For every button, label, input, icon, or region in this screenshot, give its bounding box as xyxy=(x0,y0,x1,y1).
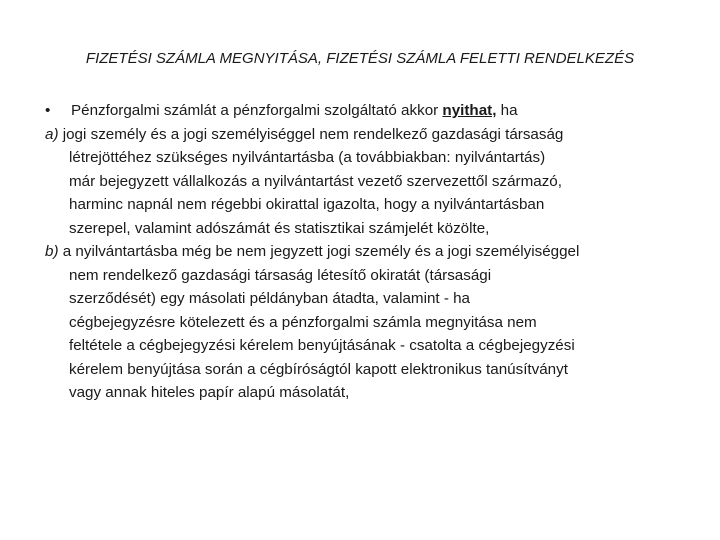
item-b-line: kérelem benyújtása során a cégbíróságtól kapott elektronikus tanúsítványt xyxy=(69,360,568,378)
intro-emphasis: nyithat, xyxy=(442,102,497,119)
page-title: FIZETÉSI SZÁMLA MEGNYITÁSA, FIZETÉSI SZÁMLA FELETTI RENDELKEZÉS xyxy=(85,50,635,67)
item-a xyxy=(45,123,695,241)
item-a-line: már bejegyzett vállalkozás a nyilvántartást vezető szervezettől származó, xyxy=(69,172,562,190)
item-b xyxy=(45,240,695,405)
intro-text-before: Pénzforgalmi számlát a pénzforgalmi szolgáltató akkor xyxy=(71,102,443,119)
item-b-line: feltétele a cégbejegyzési kérelem benyújtásának - csatolta a cégbejegyzési xyxy=(69,337,575,354)
item-b-marker: b) xyxy=(45,243,59,260)
item-b-line: nem rendelkező gazdasági társaság létesítő okiratát (társasági xyxy=(69,266,492,284)
document-body xyxy=(45,99,695,405)
item-a-line: szerepel, valamint adószámát és statisztikai számjelét közölte, xyxy=(69,219,490,237)
item-a-line: létrejöttéhez szükséges nyilvántartásba (a továbbiakban: nyilvántartás) xyxy=(69,149,546,166)
item-b-text: a nyilvántartásba még be nem jegyzett jogi személy és a jogi személyiséggel xyxy=(58,243,580,260)
item-a-text: jogi személy és a jogi személyiséggel nem rendelkező gazdasági társaság xyxy=(58,125,564,143)
intro-text-after: ha xyxy=(496,102,518,119)
item-b-line: vagy annak hiteles papír alapú másolatát, xyxy=(69,384,350,401)
item-b-line xyxy=(45,240,695,264)
item-a-marker: a) xyxy=(45,125,59,143)
intro-paragraph xyxy=(45,99,695,123)
item-b-line: szerződését) egy másolati példányban átadta, valamint - ha xyxy=(69,290,471,307)
bullet-icon: • xyxy=(45,102,51,119)
item-a-line: harminc napnál nem régebbi okirattal igazolta, hogy a nyilvántartásban xyxy=(69,196,545,213)
item-a-line xyxy=(45,123,695,147)
item-b-line: cégbejegyzésre kötelezett és a pénzforgalmi számla megnyitása nem xyxy=(69,313,537,331)
